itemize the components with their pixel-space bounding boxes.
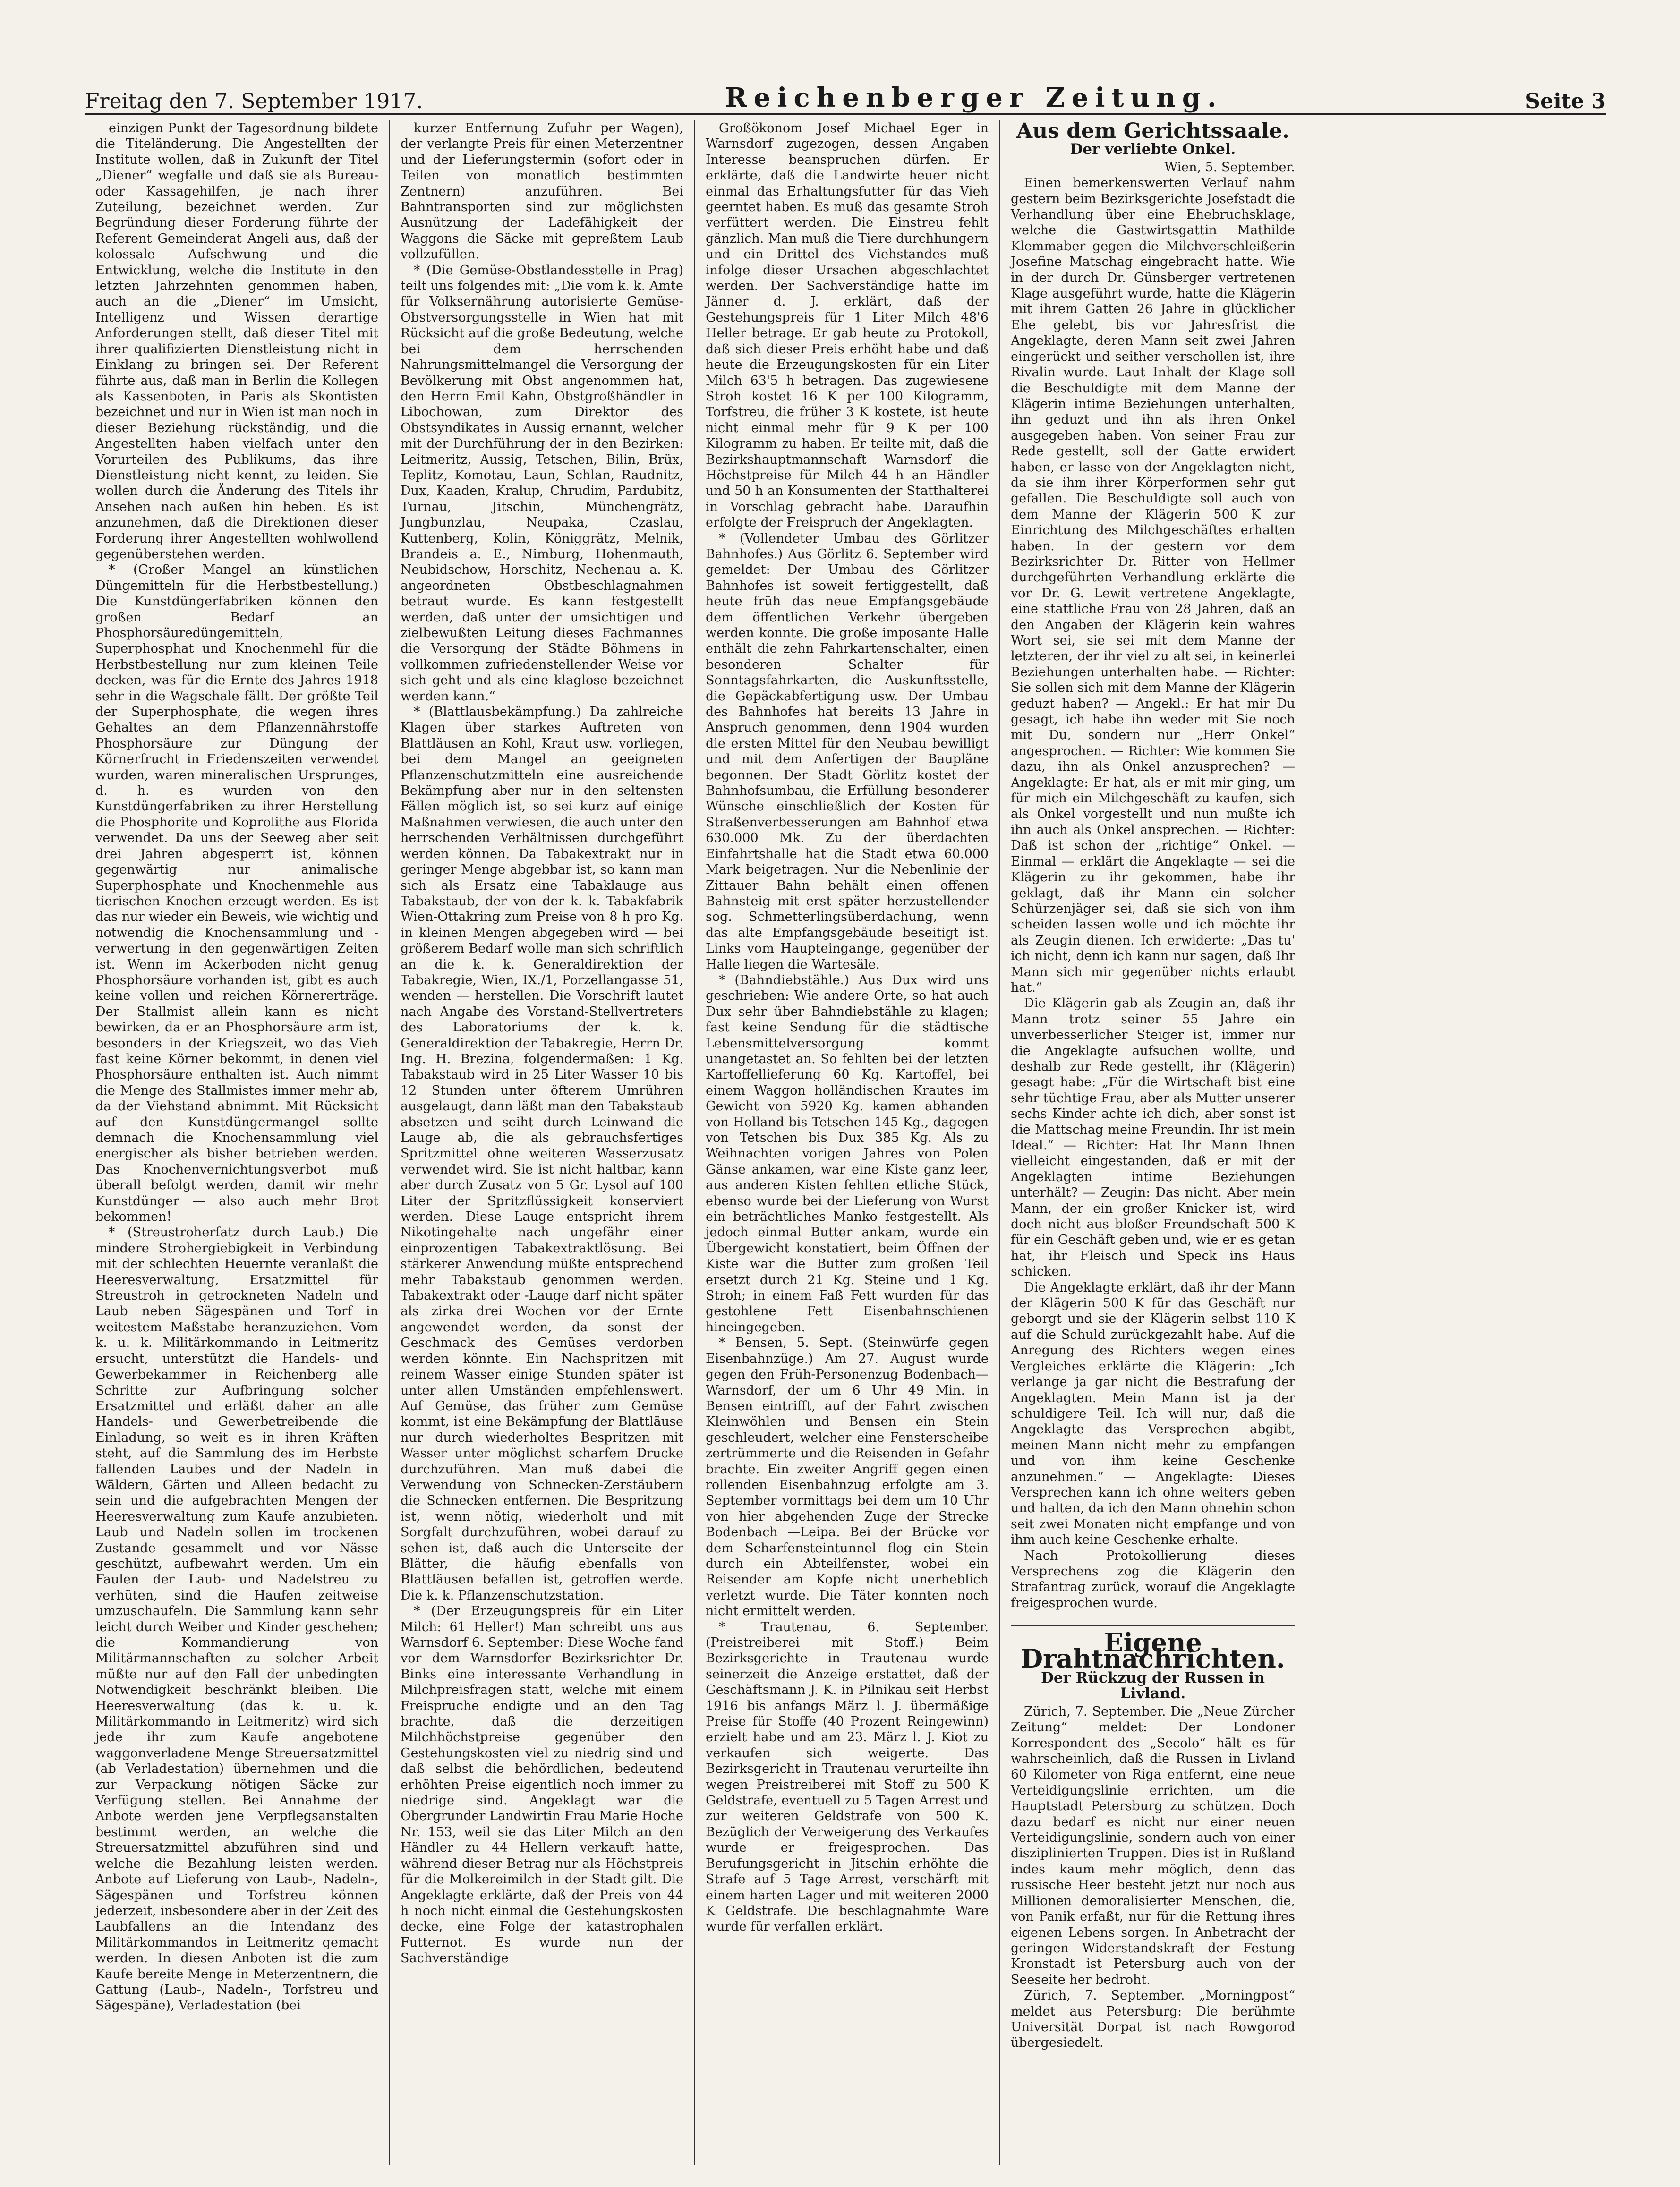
column-3 <box>695 120 1000 2165</box>
article-heading: Der Rückzug der Russen in Livland. <box>1040 1669 1265 1702</box>
article-paragraph: * (Der Erzeugungspreis für ein Liter Milch: 61 Heller!) Man schreibt uns aus Warnsdorf 6. September: Diese Woche fand vor dem Warnsdorfer Bezirksrichter Dr. Binks eine interessante Verhandlung in Milchpreisfragen statt, welche mit einem Freispruche endigte und an den Tag brachte, daß die derzeitigen Milchhöchstpreise gegenüber den Gestehungskosten viel zu niedrig sind und daß selbst die behördlichen, bedeutend erhöhten Preise eigentlich noch immer zu niedrige sind. Angeklagt war die Obergrunder Landwirtin Frau Marie Hoche Nr. 153, weil sie das Liter Milch an den Händler zu 44 Hellern verkauft hatte, während dieser Betrag nur als Höchstpreis für die Molkereimilch in der Stadt gilt. Die Angeklagte erklärte, daß der Preis von 44 h noch nicht einmal die Gestehungskosten decke, eine Folge der katastrophalen Futternot. Es wurde nun der Sachverständige <box>401 1604 683 1966</box>
article-paragraph: * (Die Gemüse-Obstlandesstelle in Prag) teilt uns folgendes mit: „Die vom k. k. Amte für Volksernährung autorisierte Gemüse-Obstversorgungsstelle in Wien hat mit Rücksicht auf die große Bedeutung, welche bei dem herrschenden Nahrungsmittelmangel die Versorgung der Bevölkerung mit Obst angenommen hat, den Herrn Emil Kahn, Obstgroßhändler in Libochowan, zum Direktor des Obstsyndikates in Aussig ernannt, welcher mit der Durchführung der in den Bezirken: Leitmeritz, Aussig, Tetschen, Bilin, Brüx, Teplitz, Komotau, Laun, Schlan, Raudnitz, Dux, Kaaden, Kralup, Chrudim, Pardubitz, Turnau, Jitschin, Münchengrätz, Jungbunzlau, Neupaka, Czaslau, Kuttenberg, Kolin, Königgrätz, Melnik, Brandeis a. E., Nimburg, Hohenmauth, Neubidschow, Horschitz, Nechenau a. K. angeordneten Obstbeschlagnahmen betraut wurde. Es kann festgestellt werden, daß unter der umsichtigen und zielbewußten Leitung dieses Fachmannes die Versorgung der Städte Böhmens in vollkommen zufriedenstellender Weise vor sich geht und als eine klaglose bezeichnet werden kann.“ <box>401 263 683 704</box>
article-heading: Der verliebte Onkel. <box>1070 141 1236 158</box>
column-4 <box>1000 120 1305 2165</box>
article-paragraph: * (Blattlausbekämpfung.) Da zahlreiche Klagen über starkes Auftreten von Blattläusen an Kohl, Kraut usw. vorliegen, bei dem Mangel an geeigneten Pflanzenschutzmitteln eine ausreichende Bekämpfung aber nur in den seltensten Fällen möglich ist, so sei kurz auf einige Maßnahmen verwiesen, die auch unter den herrschenden Verhältnissen durchgeführt werden können. Da Tabakextrakt nur in geringer Menge abgebbar ist, so kann man sich als Ersatz eine Tabaklauge aus Tabakstaub, der von der k. k. Tabakfabrik Wien-Ottakring zum Preise von 8 h pro Kg. in kleinen Mengen abgegeben wird — bei größerem Bedarf wolle man sich schriftlich an die k. k. Generaldirektion der Tabakregie, Wien, IX./1, Porzellangasse 51, wenden — herstellen. Die Vorschrift lautet nach Angabe des Vorstand-Stellvertreters des Laboratoriums der k. k. Generaldirektion der Tabakregie, Herrn Dr. Ing. H. Brezina, folgendermaßen: 1 Kg. Tabakstaub wird in 25 Liter Wasser 10 bis 12 Stunden unter öfterem Umrühren ausgelaugt, dann läßt man den Tabakstaub absetzen und seiht durch Leinwand die Lauge ab, die als gebrauchsfertiges Spritzmittel ohne weiteren Wasserzusatz verwendet wird. Sie ist nicht haltbar, kann aber durch Zusatz von 5 Gr. Lysol auf 100 Liter der Spritzflüssigkeit konserviert werden. Diese Lauge entspricht ihrem Nikotingehalte nach ungefähr einer einprozentigen Tabakextraktlösung. Bei stärkerer Anwendung müßte entsprechend mehr Tabakstaub genommen werden. Tabakextrakt oder -Lauge darf nicht später als zirka drei Wochen vor der Ernte angewendet werden, da sonst der Geschmack des Gemüses verdorben werden könnte. Ein Nachspritzen mit reinem Wasser einige Stunden später ist unter allen Umständen empfehlenswert. Auf Gemüse, das früher zum Gemüse kommt, ist eine Bekämpfung der Blattläuse nur durch wiederholtes Bespritzen mit Wasser unter möglichst scharfem Drucke durchzuführen. Man muß dabei die Verwendung von Schnecken-Zerstäubern die Schnecken entfernen. Die Bespritzung ist, wenn nötig, wiederholt und mit Sorgfalt durchzuführen, wobei darauf zu sehen ist, daß auch die Unterseite der Blätter, die häufig ebenfalls von Blattläusen befallen ist, getroffen werde. Die k. k. Pflanzenschutzstation. <box>401 705 683 1603</box>
page-header <box>85 71 1606 115</box>
article-paragraph: Großökonom Josef Michael Eger in Warnsdorf zugezogen, dessen Angaben Interesse beanspruchen dürfen. Er erklärte, daß die Landwirte heuer nicht einmal das Erhaltungsfutter für das Vieh geerntet haben. Es muß das gesamte Stroh verfüttert werden. Die Einstreu fehlt gänzlich. Man muß die Tiere durchhungern und ein Drittel des Viehstandes muß infolge dieser Ursachen abgeschlachtet werden. Der Sachverständige hatte im Jänner d. J. erklärt, daß der Gestehungspreis für 1 Liter Milch 48'6 Heller betrage. Er gab heute zu Protokoll, daß sich dieser Preis erhöht habe und daß heute die Erzeugungskosten für ein Liter Milch 63'5 h betragen. Das zugewiesene Stroh kostet 16 K per 100 Kilogramm, Torfstreu, die früher 3 K kostete, ist heute nicht einmal mehr für 9 K per 100 Kilogramm zu haben. Er teilte mit, daß die Bezirkshauptmannschaft Warnsdorf die Höchstpreise für Milch 44 h an Händler und 50 h an Konsumenten der Statthalterei in Vorschlag gebracht habe. Daraufhin erfolgte der Freispruch der Angeklagten. <box>706 121 989 530</box>
issue-date: Freitag den 7. September 1917. <box>85 89 423 113</box>
news-columns <box>85 120 1611 2165</box>
dateline: Wien, 5. September. <box>1164 160 1295 175</box>
column-1 <box>85 120 390 2165</box>
article-paragraph: Nach Protokollierung dieses Versprechens zog die Klägerin den Strafantrag zurück, worauf die Angeklagte freigesprochen wurde. <box>1011 1548 1295 1610</box>
article-paragraph: Einen bemerkenswerten Verlauf nahm gestern beim Bezirksgerichte Josefstadt die Verhandlung über eine Ehebruchsklage, welche die Gastwirtsgattin Mathilde Klemmaber gegen die Milchverschleißerin Josefine Matschag eingebracht hatte. Wie in der durch Dr. Günsberger vertretenen Klage ausgeführt wurde, hatte die Klägerin mit ihrem Gatten 26 Jahre in glücklicher Ehe gelebt, bis vor Jahresfrist die Angeklagte, deren Mann seit zwei Jahren eingerückt und seither verschollen ist, ihre Rivalin wurde. Laut Inhalt der Klage soll die Beschuldigte mit dem Manne der Klägerin intime Beziehungen unterhalten, ihn geduzt und ihn als ihren Onkel ausgegeben haben. Von seiner Frau zur Rede gestellt, soll der Gatte erwidert haben, er lasse von der Angeklagten nicht, da sie ihm ihrer Körperformen sehr gut gefallen. Die Beschuldigte soll auch von dem Manne der Klägerin 500 K zur Einrichtung des Milchgeschäftes erhalten haben. In der gestern vor dem Bezirksrichter Dr. Ritter von Hellmer durchgeführten Verhandlung erklärte die vor Dr. G. Lewit vertretene Angeklagte, eine stattliche Frau von 28 Jahren, daß an den Angaben der Klägerin kein wahres Wort sei, sie sei mit dem Manne der letzteren, der ihr viel zu alt sei, in keinerlei Beziehungen unterhalten habe. — Richter: Sie sollen sich mit dem Manne der Klägerin geduzt haben? — Angekl.: Er hat mir Du gesagt, ich habe ihn weder mit Sie noch mit Du, sondern nur „Herr Onkel“ angesprochen. — Richter: Wie kommen Sie dazu, ihn als Onkel anzusprechen? — Angeklagte: Er hat, als er mit mir ging, um für mich ein Milchgeschäft zu kaufen, sich als Onkel vorgestellt und nun mußte ich ihn auch als Onkel ansprechen. — Richter: Daß ist schon der „richtige“ Onkel. — Einmal — erklärt die Angeklagte — sei die Klägerin zu ihr gekommen, habe ihr geklagt, daß ihr Mann ein solcher Schürzenjäger sei, daß sie sich von ihm scheiden lassen wolle und ich möchte ihr als Zeugin dienen. Ich erwiderte: „Das tu' ich nicht, denn ich kann nur sagen, daß Ihr Mann sich mir gegenüber nichts erlaubt hat.“ <box>1011 176 1295 995</box>
article-paragraph: * Bensen, 5. Sept. (Steinwürfe gegen Eisenbahnzüge.) Am 27. August wurde gegen den Früh-Personenzug Bodenbach—Warnsdorf, der um 6 Uhr 49 Min. in Bensen eintrifft, auf der Fahrt zwischen Kleinwöhlen und Bensen ein Stein geschleudert, welcher eine Fensterscheibe zertrümmerte und die Reisenden in Gefahr brachte. Ein zweiter Angriff gegen einen rollenden Eisenbahnzug erfolgte am 3. September vormittags bei dem um 10 Uhr von hier abgehenden Zuge der Strecke Bodenbach —Leipa. Bei der Brücke vor dem Scharfensteintunnel flog ein Stein durch ein Abteilfenster, wobei ein Reisender am Kopfe nicht unerheblich verletzt wurde. Die Täter konnten noch nicht ermittelt werden. <box>706 1336 989 1619</box>
article-paragraph: Die Klägerin gab als Zeugin an, daß ihr Mann trotz seiner 55 Jahre ein unverbesserlicher Steiger ist, immer nur die Angeklagte aufsuchen wollte, und deshalb zur Rede gestellt, ihr (Klägerin) gesagt habe: „Für die Wirtschaft bist eine sehr tüchtige Frau, aber als Mutter unserer sechs Kinder achte ich dich, aber sonst ist die Mattschag meine Freundin. Ihr ist mein Ideal.“ — Richter: Hat Ihr Mann Ihnen vielleicht eingestanden, daß er mit der Angeklagten intime Beziehungen unterhält? — Zeugin: Das nicht. Aber mein Mann, der ein großer Knicker ist, wird doch nicht aus bloßer Freundschaft 500 K für ein Geschäft geben und, wie er es getan hat, ihr Fleisch und Speck ins Haus schicken. <box>1011 996 1295 1279</box>
article-paragraph: Zürich, 7. September. Die „Neue Zürcher Zeitung“ meldet: Der Londoner Korrespondent des „Secolo“ hält es für wahrscheinlich, daß die Russen in Livland 60 Kilometer von Riga entfernt, eine neue Verteidigungslinie errichten, um die Hauptstadt Petersburg zu schützen. Doch dazu bedarf es nicht nur einer neuen Verteidigungslinie, sondern auch von einer disziplinierten Truppen. Dies ist in Rußland indes kaum mehr möglich, denn das russische Heer besteht jetzt nur noch aus Millionen demoralisierter Menschen, die, von Panik erfaßt, nur für die Rettung ihres eigenen Lebens sorgen. In Anbetracht der geringen Widerstandskraft der Festung Kronstadt ist Petersburg auch von der Seeseite her bedroht. <box>1011 1704 1295 1987</box>
article-paragraph: * (Streustroherſatz durch Laub.) Die mindere Strohergiebigkeit in Verbindung mit der schlechten Heuernte veranlaßt die Heeresverwaltung, Ersatzmittel für Streustroh in getrockneten Nadeln und Laub neben Sägespänen und Torf in weitestem Maßstabe heranzuziehen. Vom k. u. k. Militärkommando in Leitmeritz ersucht, unterstützt die Handels- und Gewerbekammer in Reichenberg alle Schritte zur Aufbringung solcher Ersatzmittel und erläßt daher an alle Handels- und Gewerbetreibende die Einladung, so weit es in ihren Kräften steht, auf die Sammlung des im Herbste fallenden Laubes und der Nadeln in Wäldern, Gärten und Alleen bedacht zu sein und die aufgebrachten Mengen der Heeresverwaltung zum Kaufe anzubieten. Laub und Nadeln sollen im trockenen Zustande gesammelt und vor Nässe geschützt, aufbewahrt werden. Um ein Faulen der Laub- und Nadelstreu zu verhüten, sind die Haufen zeitweise umzuschaufeln. Die Sammlung kann sehr leicht durch Weiber und Kinder geschehen; die Kommandierung von Militärmannschaften zu solcher Arbeit müßte nur auf den Fall der unbedingten Notwendigkeit beschränkt bleiben. Die Heeresverwaltung (das k. u. k. Militärkommando in Leitmeritz) wird sich jede ihr zum Kaufe angebotene waggonverladene Menge Streuersatzmittel (ab Verladestation) übernehmen und die zur Verpackung nötigen Säcke zur Verfügung stellen. Bei Annahme der Anbote werden jene Verpflegsanstalten bestimmt werden, an welche die Streuersatzmittel abzuführen sind und welche die Bezahlung leisten werden. Anbote auf Lieferung von Laub-, Nadeln-, Sägespänen und Torfstreu können jederzeit, insbesondere aber in der Zeit des Laubfallens an die Intendanz des Militärkommandos in Leitmeritz gemacht werden. In diesen Anboten ist die zum Kaufe bereite Menge in Meterzentnern, die Gattung (Laub-, Nadeln-, Torfstreu und Sägespäne), Verladestation (bei <box>95 1225 378 2013</box>
article-paragraph: kurzer Entfernung Zufuhr per Wagen), der verlangte Preis für einen Meterzentner und der Lieferungstermin (sofort oder in Teilen von monatlich bestimmten Zentnern) anzuführen. Bei Bahntransporten sind zur möglichsten Ausnützung der Ladefähigkeit der Waggons die Säcke mit gepreßtem Laub vollzufüllen. <box>401 121 683 262</box>
article-paragraph: * Trautenau, 6. September. (Preistreiberei mit Stoff.) Beim Bezirksgerichte in Trautenau wurde seinerzeit die Anzeige erstattet, daß der Geschäftsmann J. K. in Pilnikau seit Herbst 1916 bis anfangs März l. J. übermäßige Preise für Stoffe (40 Prozent Reingewinn) erzielt habe und am 23. März l. J. Kiot zu verkaufen sich weigerte. Das Bezirksgericht in Trautenau verurteilte ihn wegen Preistreiberei mit Stoff zu 500 K Geldstrafe, eventuell zu 5 Tagen Arrest und zur weiteren Geldstrafe von 500 K. Bezüglich der Verweigerung des Verkaufes wurde er freigesprochen. Das Berufungsgericht in Jitschin erhöhte die Strafe auf 5 Tage Arrest, verschärft mit einem harten Lager und mit weiteren 2000 K Geldstrafe. Die beschlagnahmte Ware wurde für verfallen erklärt. <box>706 1619 989 1934</box>
article-paragraph: * (Bahndiebstähle.) Aus Dux wird uns geschrieben: Wie andere Orte, so hat auch Dux sehr über Bahndiebstähle zu klagen; fast keine Sendung für die städtische Lebensmittelversorgung kommt unangetastet an. So fehlten bei der letzten Kartoffellieferung 60 Kg. Kartoffel, bei einem Waggon holländischen Krautes im Gewicht von 5920 Kg. kamen abhanden von Holland bis Tetschen 145 Kg., dagegen von Tetschen bis Dux 385 Kg. Als zu Weihnachten vorigen Jahres von Polen Gänse ankamen, war eine Kiste ganz leer, aus anderen Kisten fehlten etliche Stück, ebenso wurde bei der Lieferung von Wurst ein beträchtliches Manko festgestellt. Als jedoch einmal Butter ankam, wurde ein Übergewicht konstatiert, beim Öffnen der Kiste war die Butter zum großen Teil ersetzt durch 21 Kg. Steine und 1 Kg. Stroh; in einem Faß Fett wurden für das gestohlene Fett Eisenbahnschienen hineingegeben. <box>706 972 989 1335</box>
telegram-banner: Eigene Drahtnachrichten. <box>1011 1625 1295 1667</box>
masthead: Reichenberger Zeitung. <box>725 82 1223 113</box>
article-paragraph: * (Großer Mangel an künstlichen Düngemitteln für die Herbstbestellung.) Die Kunstdüngerfabriken können den großen Bedarf an Phosphorsäuredüngemitteln, Superphosphat und Knochenmehl für die Herbstbestellung nur zum kleinen Teile decken, was für die Ernte des Jahres 1918 sehr in die Wagschale fällt. Der größte Teil der Superphosphate, die wegen ihres Gehaltes an dem Pflanzennährstoffe Phosphorsäure zur Düngung der Körnerfrucht in Friedenszeiten verwendet wurden, waren mineralischen Ursprunges, d. h. es wurden von den Kunstdüngerfabriken zu ihrer Herstellung die Phosphorite und Koprolithe aus Florida verwendet. Da uns der Seeweg aber seit drei Jahren abgesperrt ist, können gegenwärtig nur animalische Superphosphate und Knochenmehle aus tierischen Knochen erzeugt werden. Es ist das nur wieder ein Beweis, wie wichtig und notwendig die Knochensammlung und -verwertung in den gegenwärtigen Zeiten ist. Wenn im Ackerboden nicht genug Phosphorsäure vorhanden ist, gibt es auch keine vollen und reichen Körnererträge. Der Stallmist allein kann es nicht bewirken, da er an Phosphorsäure arm ist, besonders in der Kriegszeit, wo das Vieh fast keine Körner bekommt, in denen viel Phosphorsäure enthalten ist. Auch nimmt die Menge des Stallmistes immer mehr ab, da der Viehstand abnimmt. Mit Rücksicht auf den Kunstdüngermangel sollte demnach die Knochensammlung viel energischer als bisher betrieben werden. Das Knochenvernichtungsverbot muß überall befolgt werden, damit wir mehr Kunstdünger — also auch mehr Brot bekommen! <box>95 562 378 1225</box>
section-heading: Aus dem Gerichtssaale. <box>1016 120 1289 143</box>
page-number: Seite 3 <box>1525 89 1606 113</box>
article-paragraph: Zürich, 7. September. „Morningpost“ meldet aus Petersburg: Die berühmte Universität Dorpat ist nach Rowgorod übergesiedelt. <box>1011 1988 1295 2051</box>
column-2 <box>390 120 695 2165</box>
article-paragraph: Die Angeklagte erklärt, daß ihr der Mann der Klägerin 500 K für das Geschäft nur geborgt und sie der Klägerin selbst 110 K auf die Schuld zurückgezahlt habe. Auf die Anregung des Richters wegen eines Vergleiches erklärte die Klägerin: „Ich verlange ja gar nicht die Bestrafung der Angeklagten. Mein Mann ist ja der schuldigere Teil. Ich will nur, daß die Angeklagte das Versprechen abgibt, meinen Mann nicht mehr zu empfangen und von ihm keine Geschenke anzunehmen.“ — Angeklagte: Dieses Versprechen kann ich ohne weiters geben und halten, da ich den Mann ohnehin schon seit zwei Monaten nicht empfange und von ihm auch keine Geschenke erhalte. <box>1011 1280 1295 1548</box>
article-paragraph: * (Vollendeter Umbau des Görlitzer Bahnhofes.) Aus Görlitz 6. September wird gemeldet: Der Umbau des Görlitzer Bahnhofes ist soweit fertiggestellt, daß heute früh das neue Empfangsgebäude dem öffentlichen Verkehr übergeben werden konnte. Die große imposante Halle enthält die zehn Fahrkartenschalter, einen besonderen Schalter für Sonntagsfahrkarten, die Auskunftsstelle, die Gepäckabfertigung usw. Der Umbau des Bahnhofes hat bereits 13 Jahre in Anspruch genommen, denn 1904 wurden die ersten Mittel für den Neubau bewilligt und mit dem Anfertigen der Baupläne begonnen. Der Stadt Görlitz kostet der Bahnhofsumbau, die Erfüllung besonderer Wünsche einschließlich der Kosten für Straßenverbesserungen am Bahnhof etwa 630.000 Mk. Zu der überdachten Einfahrtshalle hat die Stadt etwa 60.000 Mark beigetragen. Nur die Nebenlinie der Zittauer Bahn behält einen offenen Bahnsteig mit erst später herzustellender sog. Schmetterlingsüberdachung, wenn das alte Empfangsgebäude beseitigt ist. Links vom Haupteingange, gegenüber der Halle liegen die Wartesäle. <box>706 531 989 972</box>
article-paragraph: einzigen Punkt der Tagesordnung bildete die Titeländerung. Die Angestellten der Institute wollen, daß in Zukunft der Titel „Diener“ wegfalle und daß sie als Bureau- oder Kassagehilfen, je nach ihrer Zuteilung, bezeichnet werden. Zur Begründung dieser Forderung führte der Referent Gemeinderat Angeli aus, daß der kolossale Aufschwung und die Entwicklung, welche die Institute in den letzten Jahrzehnten genommen haben, auch an die „Diener“ im Umsicht, Intelligenz und Wissen derartige Anforderungen stellt, daß dieser Titel mit ihrer qualifizierten Dienstleistung nicht in Einklang zu bringen sei. Der Referent führte aus, daß man in Berlin die Kollegen als Kassenboten, in Paris als Skontisten bezeichnet und nur in Wien ist man noch in dieser Beziehung rückständig, und die Angestellten haben vielfach unter den Vorurteilen des Publikums, das ihre Dienstleistung nicht kennt, zu leiden. Sie wollen durch die Änderung des Titels ihr Ansehen nach außen hin heben. Es ist anzunehmen, daß die Direktionen dieser Forderung ihrer Angestellten wohlwollend gegenüberstehen werden. <box>95 121 378 562</box>
